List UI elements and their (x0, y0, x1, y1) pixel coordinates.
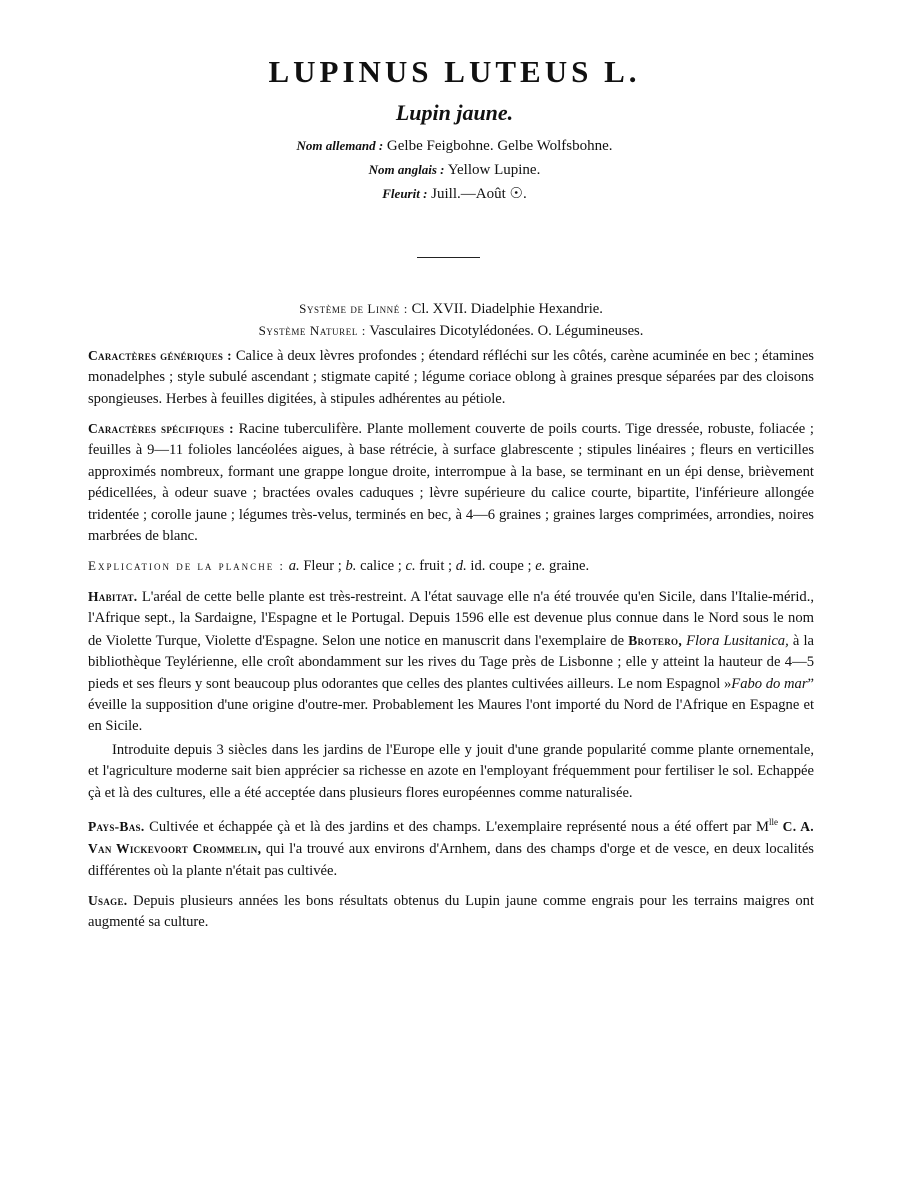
habitat-paragraph (88, 586, 814, 738)
generic-characters-text: Calice à deux lèvres profondes ; étendard réfléchi sur les côtés, carène acuminée en bec ; étamines monadelphes ; style subulé ascendant ; stigmate capité ; légume coriace oblong à graines presque séparées par des cloisons spongieuses. Herbes à feuilles digitées, à stipules adhérentes au pétiole. (88, 347, 814, 407)
flowering-line (0, 182, 909, 206)
collector-name: C. A. Van Wickevoort Crommelin, (88, 818, 814, 857)
vernacular-names (0, 134, 909, 206)
plate-key-d: d. (455, 558, 467, 575)
plate-key-d-text: id. coupe ; (470, 558, 532, 575)
generic-characters-paragraph (88, 345, 814, 410)
book-title-flora: Flora Lusitanica, (686, 632, 789, 649)
habitat-text-part-2: à la bibliothèque Teylérienne, elle croît abondamment sur les rives du Tage près de Lisbonne ; elle y atteint la hauteur de 4—5 pieds et ses fleurs y sont beaucoup plus odorantes que celles des plantes cultivées ailleurs. Le nom Espagnol » (88, 632, 814, 692)
plate-key-e: e. (535, 558, 546, 575)
natural-system-line (88, 320, 814, 342)
plate-key-b-text: calice ; (360, 558, 402, 575)
english-name-label: Nom anglais : (368, 162, 445, 177)
plate-key-b: b. (345, 558, 357, 575)
natural-system-value: Vasculaires Dicotylédonées. O. Légumineuses. (369, 323, 644, 340)
netherlands-text-part-1: Cultivée et échappée çà et là des jardins et des champs. L'exemplaire représenté nous a été offert par M (149, 818, 770, 835)
usage-label: Usage. (88, 893, 128, 909)
plate-key-c-text: fruit ; (419, 558, 453, 575)
specific-characters-text: Racine tuberculifère. Plante mollement couverte de poils courts. Tige dressée, robuste, foliacée ; feuilles à 9—11 folioles lancéolées aigues, à base rétrécie, à surface glabrescente ; stipules linéaires ; fleurs en verticilles approximés nombreux, formant une grappe longue droite, interrompue à la base, se terminant en un épi dense, brièvement pédicellées, à odeur suave ; bractées ovales caduques ; lèvre supérieure du calice courte, bipartite, l'inférieure allongée tridentée ; corolle jaune ; légumes très-velus, terminés en bec, à 4—6 graines ; graines larges comprimées, arrondies, noires marbrées de blanc. (88, 421, 814, 545)
linne-system-value: Cl. XVII. Diadelphie Hexandrie. (411, 301, 603, 317)
common-name: Lupin jaune. (395, 100, 514, 125)
german-name-value: Gelbe Feigbohne. Gelbe Wolfsbohne. (386, 138, 613, 154)
linne-system-label: Système de Linné : (299, 301, 408, 316)
natural-system-label: Système Naturel : (258, 323, 367, 339)
introduction-text: Introduite depuis 3 siècles dans les jardins de l'Europe elle y jouit d'une grande popularité comme plante ornementale, et l'agriculture moderne sait bien apprécier sa richesse en azote en l'employant fréquemment pour fertiliser le sol. Echappée çà et là des cultures, elle a été acceptée dans plusieurs flores européennes comme naturalisée. (88, 741, 814, 801)
netherlands-label: Pays-Bas. (88, 818, 145, 834)
plate-explanation-paragraph (88, 555, 814, 577)
usage-text: Depuis plusieurs années les bons résultats obtenus du Lupin jaune comme engrais pour les terrains maigres ont augmenté sa culture. (88, 893, 815, 931)
habitat-text-part-3: ” éveille la supposition d'une origine d'outre-mer. Probablement les Maures l'ont importé du Nord de l'Afrique en Espagne et en Sicile. (88, 675, 814, 735)
plate-key-a: a. (288, 558, 300, 575)
specific-characters-paragraph (88, 418, 814, 547)
page-title: LUPINUS LUTEUS L. (268, 54, 641, 89)
plate-explanation-label: Explication de la planche : (88, 558, 286, 574)
habitat-label: Habitat. (88, 588, 138, 604)
author-brotero: Brotero, (628, 632, 683, 648)
flowering-value: Juill.—Août ☉. (431, 186, 527, 202)
netherlands-text-part-2: qui l'a trouvé aux environs d'Arnhem, dans des champs d'orge et de vesce, en deux localités différentes où la plante n'était pas cultivée. (88, 841, 814, 879)
german-name-label: Nom allemand : (296, 138, 384, 153)
plate-key-e-text: graine. (549, 558, 590, 575)
description-body (88, 298, 814, 934)
introduction-paragraph (88, 740, 814, 804)
specific-characters-label: Caractères spécifiques : (88, 421, 234, 437)
netherlands-paragraph (88, 812, 814, 882)
section-divider (417, 257, 480, 258)
english-name-line (0, 158, 909, 182)
netherlands-title-sup: lle (769, 816, 779, 827)
linne-system-line (88, 298, 814, 320)
page-header (0, 52, 909, 206)
german-name-line (0, 134, 909, 158)
plate-key-c: c. (405, 558, 416, 575)
habitat-text-part-1: L'aréal de cette belle plante est très-restreint. A l'état sauvage elle n'a été trouvée qu'en Sicile, dans l'Italie-mérid., l'Afrique sept., la Sardaigne, l'Espagne et le Portugal. Depuis 1596 elle est devenue plus connue dans le Nord sous le nom de Violette Turque, Violette d'Espagne. Selon une notice en manuscrit dans l'exemplaire de (88, 588, 814, 649)
english-name-value: Yellow Lupine. (447, 162, 541, 178)
flowering-label: Fleurit : (382, 186, 428, 201)
generic-characters-label: Caractères génériques : (88, 347, 232, 363)
spanish-name: Fabo do mar (731, 675, 808, 692)
usage-paragraph (88, 890, 814, 934)
plate-key-a-text: Fleur ; (303, 558, 342, 575)
